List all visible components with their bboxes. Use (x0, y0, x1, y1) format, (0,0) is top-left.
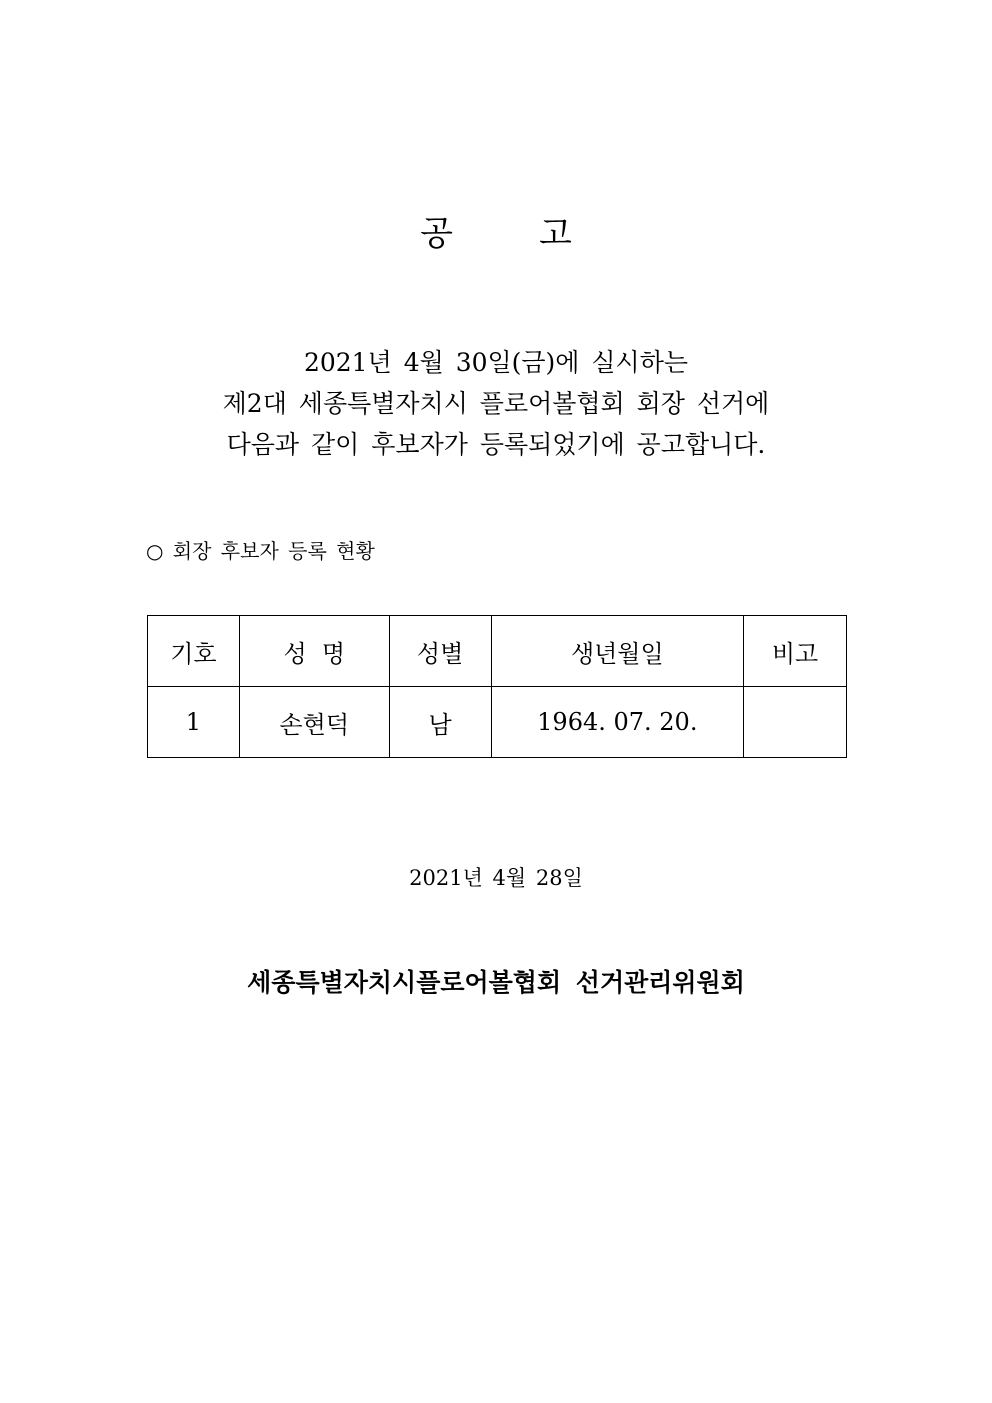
header-number: 기호 (148, 616, 240, 687)
cell-number: 1 (148, 687, 240, 758)
notice-title-left: 공 (420, 214, 453, 254)
candidate-table (147, 615, 847, 758)
committee-name: 세종특별자치시플로어볼협회 선거관리위원회 (247, 968, 745, 997)
section-heading: ○ 회장 후보자 등록 현황 (146, 539, 375, 563)
notice-title-right: 고 (539, 214, 572, 254)
header-birthdate: 생년월일 (491, 616, 744, 687)
notice-body-line: 제2대 세종특별자치시 플로어볼협회 회장 선거에 (222, 389, 770, 418)
table-row (148, 687, 847, 758)
notice-body (0, 342, 992, 465)
notice-body-line: 다음과 같이 후보자가 등록되었기에 공고합니다. (226, 430, 766, 459)
header-remarks: 비고 (744, 616, 847, 687)
header-gender: 성별 (389, 616, 491, 687)
notice-title (0, 212, 992, 256)
notice-body-line: 2021년 4월 30일(금)에 실시하는 (303, 348, 689, 377)
cell-remarks (744, 687, 847, 758)
cell-name: 손현덕 (239, 687, 389, 758)
header-name: 성 명 (239, 616, 389, 687)
notice-date: 2021년 4월 28일 (409, 866, 583, 890)
table-header-row (148, 616, 847, 687)
cell-birthdate: 1964. 07. 20. (491, 687, 744, 758)
cell-gender: 남 (389, 687, 491, 758)
